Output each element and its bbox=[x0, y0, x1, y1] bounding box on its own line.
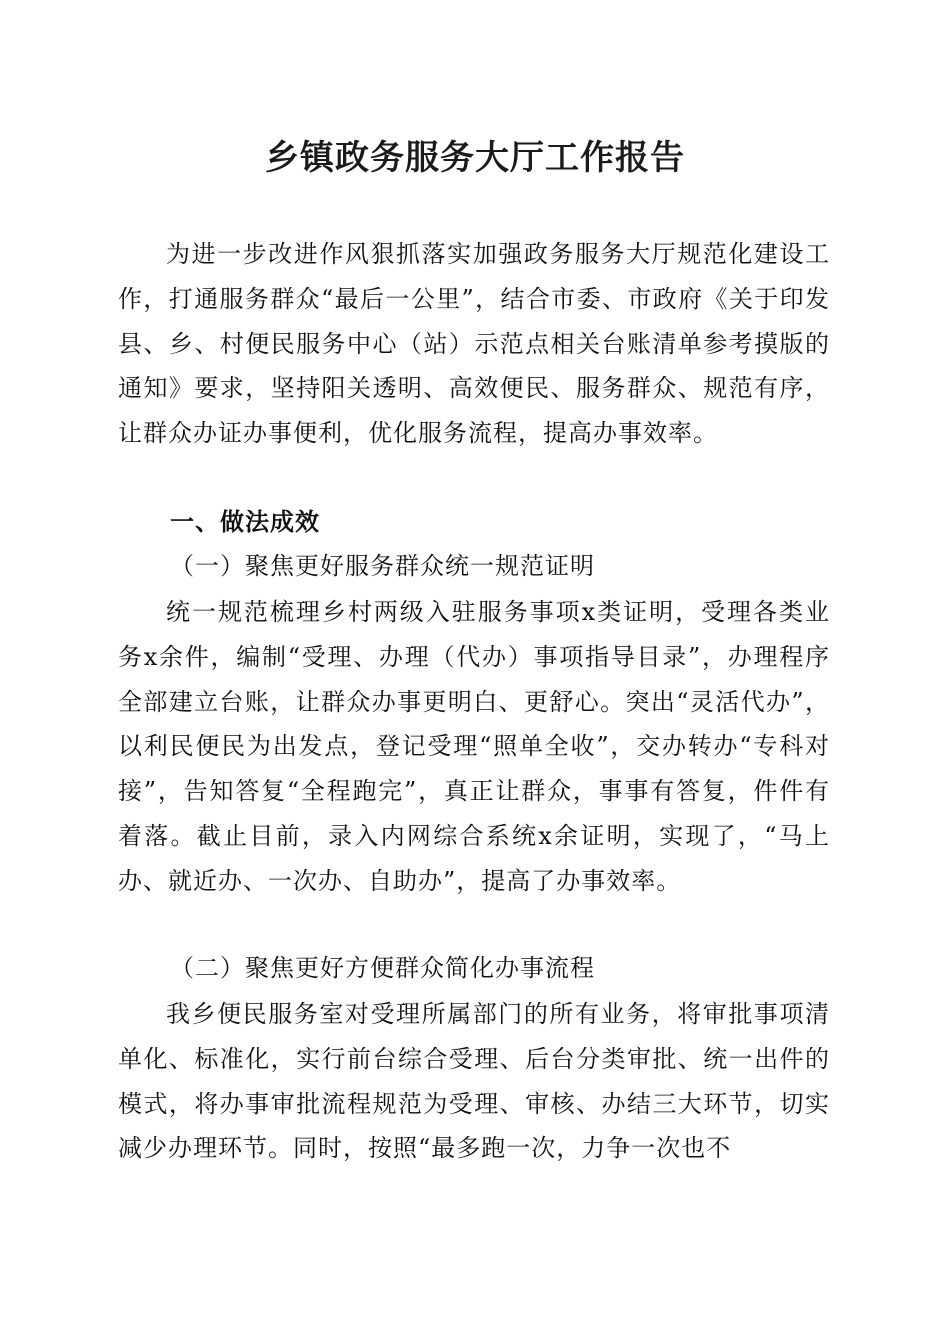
section-heading-1: 一、做法成效 bbox=[170, 508, 320, 536]
subsection-paragraph-1: 统一规范梳理乡村两级入驻服务事项x类证明，受理各类业务x余件，编制“受理、办理（代办）事项指导目录”，办理程序全部建立台账，让群众办事更明白、更舒心。突出“灵活代办”，以利民便民为出发点，登记受理“照单全收”，交办转办“专科对接”，告知答复“全程跑完”，真正让群众，事事有答复，件件有着落。截止目前，录入内网综合系统x余证明，实现了，“马上办、就近办、一次办、自助办”，提高了办事效率。 bbox=[118, 598, 830, 895]
subsection-heading-2: （二）聚焦更好方便群众简化办事流程 bbox=[170, 954, 595, 982]
subsection-heading-1: （一）聚焦更好服务群众统一规范证明 bbox=[170, 552, 595, 580]
document-title: 乡镇政务服务大厅工作报告 bbox=[265, 138, 685, 178]
intro-paragraph: 为进一步改进作风狠抓落实加强政务服务大厅规范化建设工作，打通服务群众“最后一公里”，结合市委、市政府《关于印发县、乡、村便民服务中心（站）示范点相关台账清单参考摸版的通知》要求，坚持阳关透明、高效便民、服务群众、规范有序，让群众办证办事便利，优化服务流程，提高办事效率。 bbox=[118, 240, 830, 448]
subsection-paragraph-2: 我乡便民服务室对受理所属部门的所有业务，将审批事项清单化、标准化，实行前台综合受理、后台分类审批、统一出件的模式，将办事审批流程规范为受理、审核、办结三大环节，切实减少办理环节。同时，按照“最多跑一次，力争一次也不 bbox=[118, 1000, 830, 1163]
